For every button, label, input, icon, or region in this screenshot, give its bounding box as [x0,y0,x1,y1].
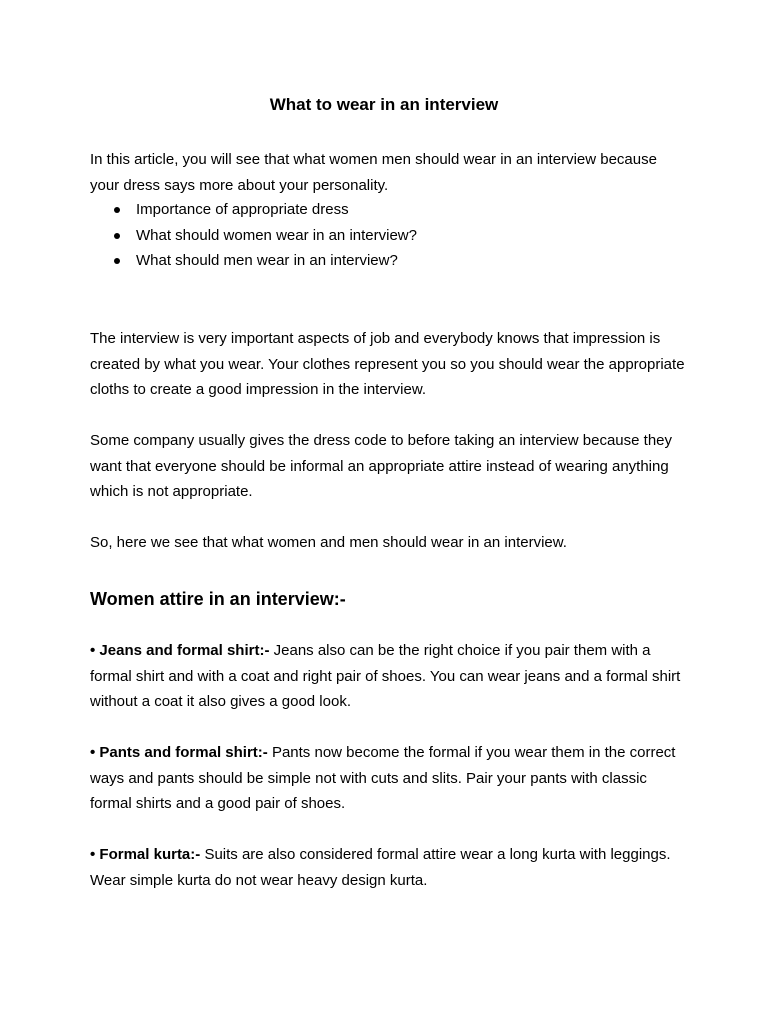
body-paragraph: The interview is very important aspects of job and everybody knows that impression is created by what you wear. Your clothes represent you so you should wear the appropriate cloths to create a good impression in the interview. [90,330,685,398]
attire-item-text: Pants now become the formal if you wear them in the correct ways and pants should be simple not with cuts and slits. Pair your pants with classic formal shirts and a good pair of shoes. [90,744,676,812]
document-title: What to wear in an interview [269,95,499,114]
toc-item-text: What should men wear in an interview? [136,252,398,269]
intro-paragraph: In this article, you will see that what women men should wear in an interview because your dress says more about your personality. [90,151,657,194]
attire-item-lead: • Pants and formal shirt:- [90,744,268,761]
bullet-icon [114,233,120,239]
toc-item [90,248,690,274]
bullet-icon [114,258,120,264]
toc-item-text: What should women wear in an interview? [136,226,417,244]
attire-item [90,842,690,893]
attire-item [90,740,690,817]
body-paragraph: Some company usually gives the dress code to before taking an interview because they want that everyone should be informal an appropriate attire instead of wearing anything which is not appropriate. [90,432,672,500]
attire-item-text: Jeans also can be the right choice if you pair them with a formal shirt and with a coat and right pair of shoes. You can wear jeans and a formal shirt without a coat it also gives a good look. [90,642,681,710]
toc-item-text: Importance of appropriate dress [136,201,349,218]
body-paragraph: So, here we see that what women and men should wear in an interview. [90,534,567,551]
attire-item-lead: • Formal kurta:- [90,846,201,863]
toc-list [90,197,690,274]
bullet-icon [114,207,120,213]
section-heading: Women attire in an interview:- [90,589,346,609]
attire-item-text: Suits are also considered formal attire wear a long kurta with leggings. Wear simple kurta do not wear heavy design kurta. [90,846,671,889]
toc-item [90,197,690,223]
attire-item [90,638,690,715]
attire-item-lead: • Jeans and formal shirt:- [90,642,270,659]
toc-item [90,223,690,249]
